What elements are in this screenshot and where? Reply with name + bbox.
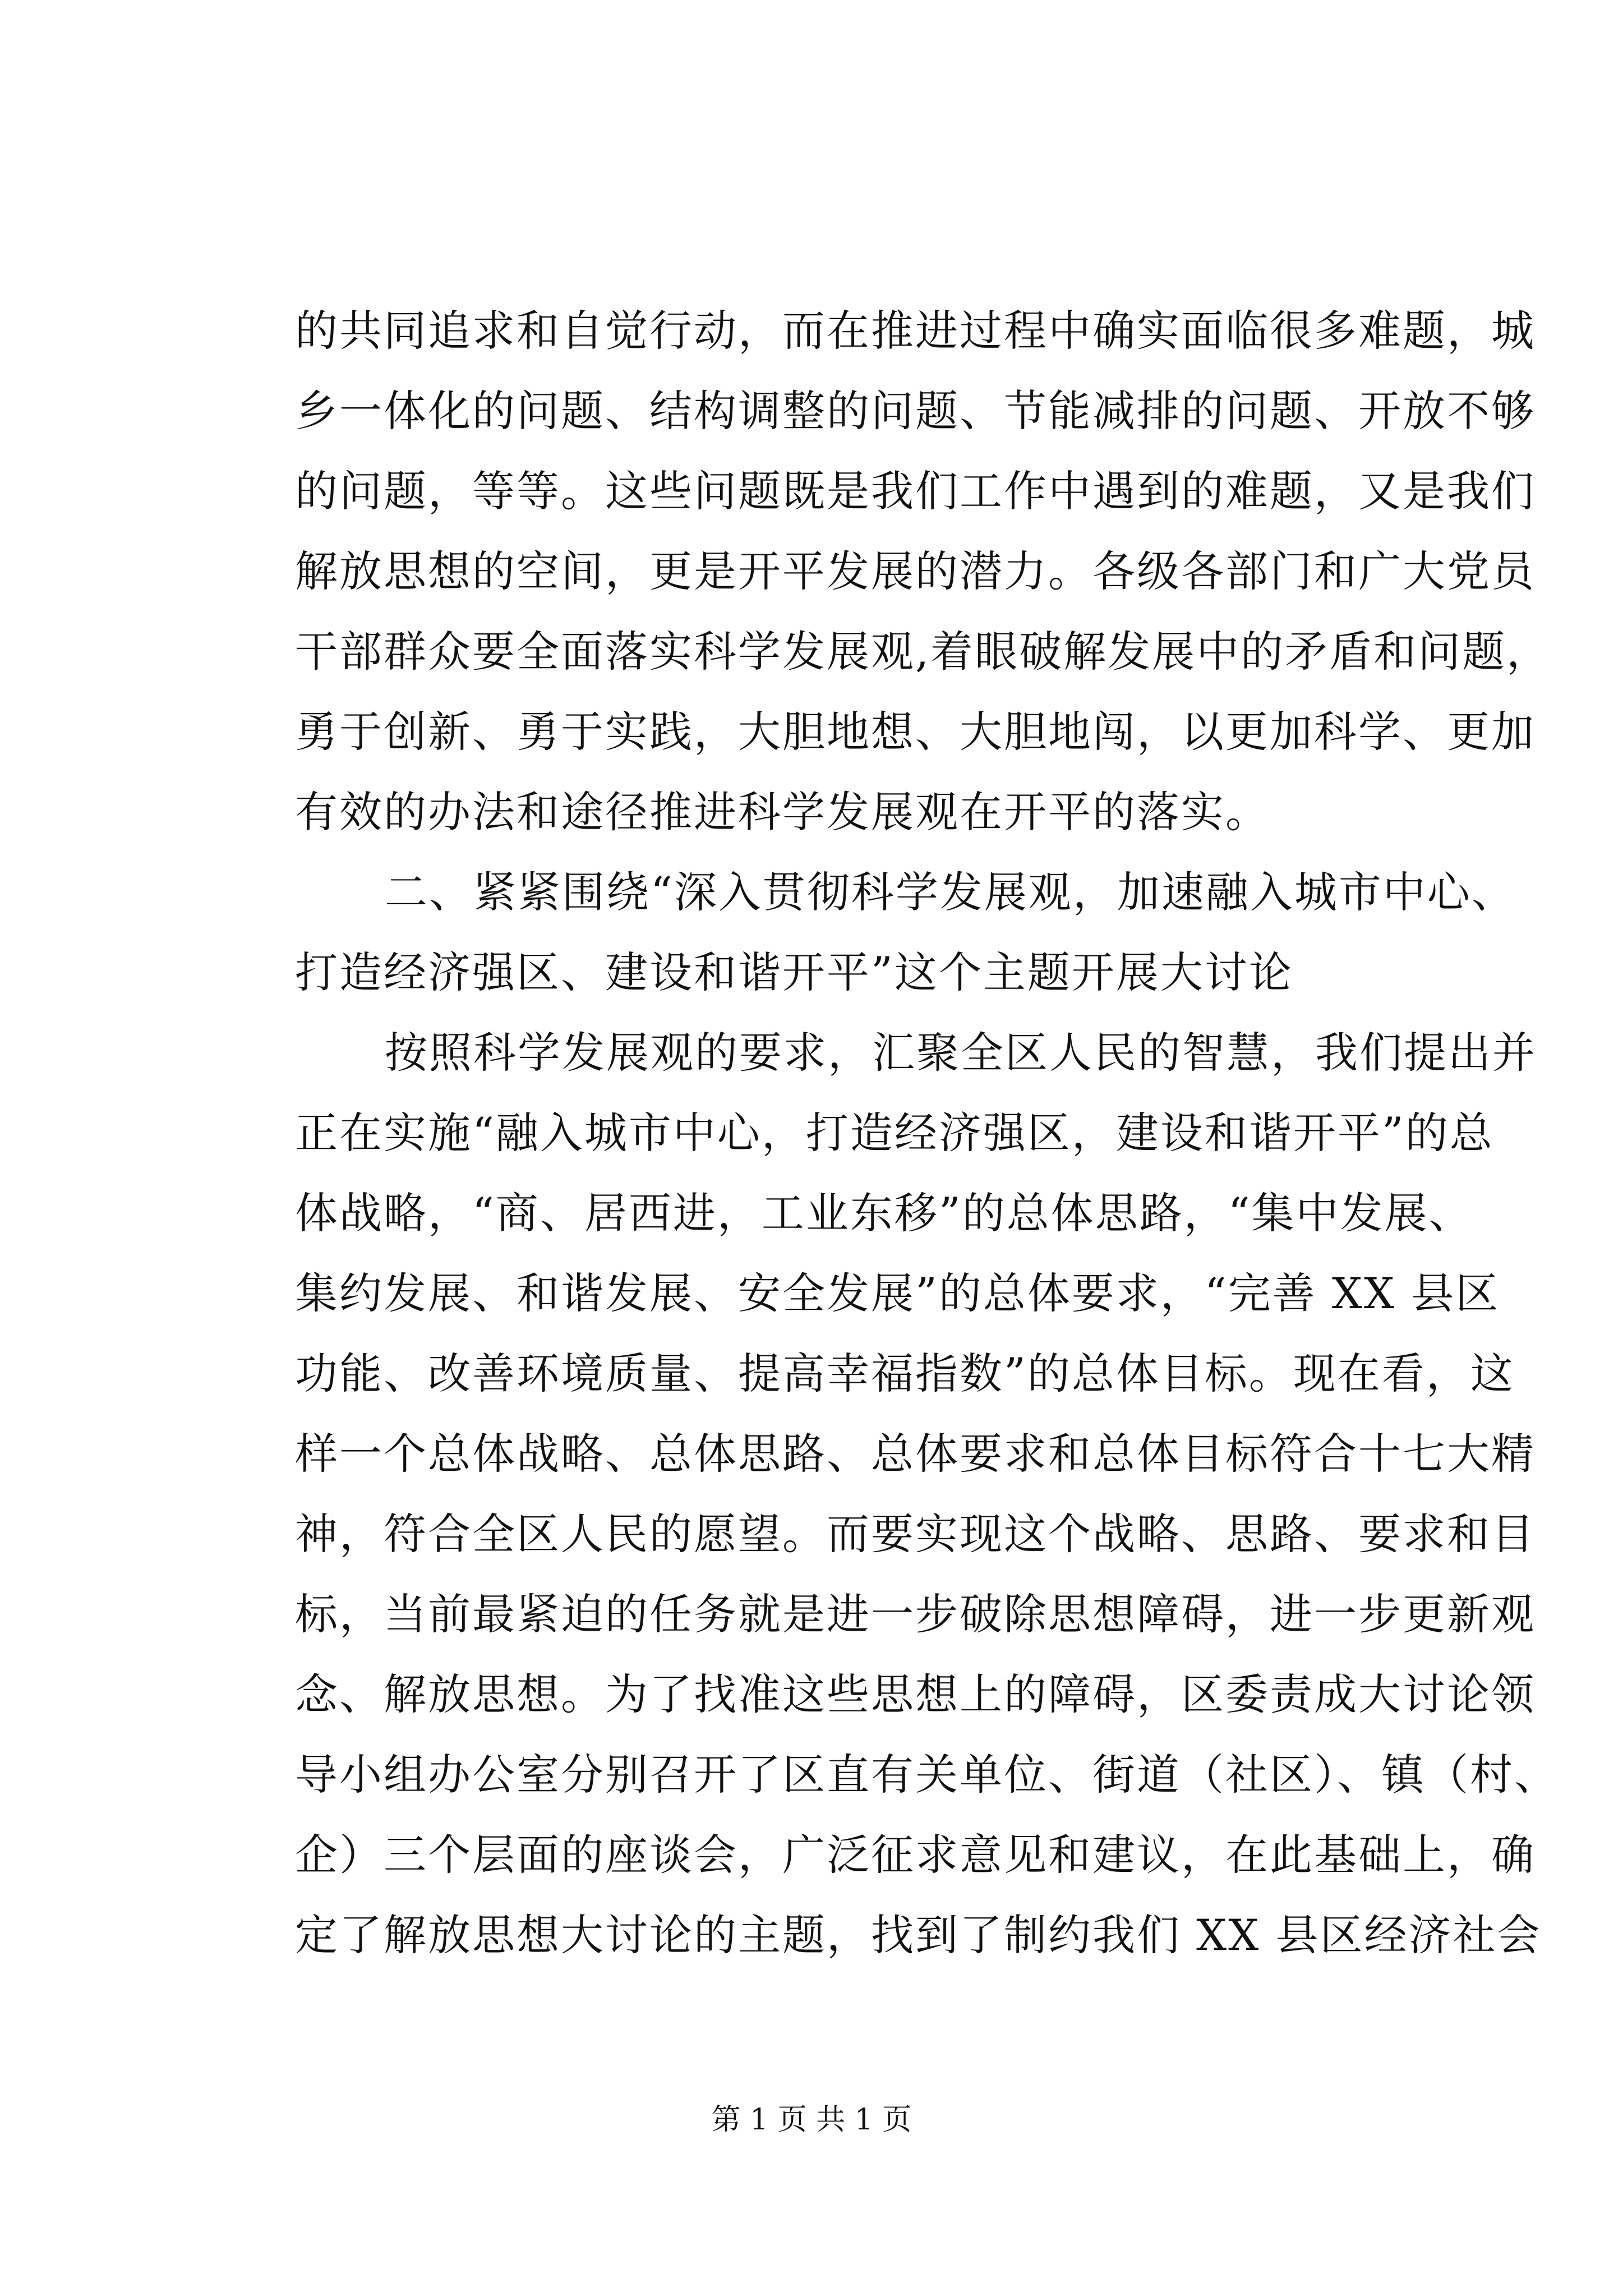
text-line: 样一个总体战略、总体思路、总体要求和总体目标符合十七大精 [295,1429,1536,1479]
page-number-footer: 第 1 页 共 1 页 [711,2103,912,2137]
text-line: 的共同追求和自觉行动，而在推进过程中确实面临很多难题，城 [295,306,1536,356]
text-line: 干部群众要全面落实科学发展观,着眼破解发展中的矛盾和问题， [295,627,1551,677]
text-line: 正在实施“融入城市中心，打造经济强区，建设和谐开平”的总 [295,1108,1494,1158]
text-line: 按照科学发展观的要求，汇聚全区人民的智慧，我们提出并 [385,1028,1537,1078]
text-line: 导小组办公室分别召开了区直有关单位、街道（社区）、镇（村、 [295,1750,1559,1800]
text-line: 解放思想的空间，更是开平发展的潜力。各级各部门和广大党员 [295,546,1536,596]
text-line: 念、解放思想。为了找准这些思想上的障碍，区委责成大讨论领 [295,1669,1536,1719]
text-line: 定了解放思想大讨论的主题，找到了制约我们 XX 县区经济社会 [295,1910,1542,1960]
text-line: 的问题，等等。这些问题既是我们工作中遇到的难题，又是我们 [295,466,1536,516]
text-line: 体战略，“商、居西进，工业东移”的总体思路，“集中发展、 [295,1188,1473,1238]
text-line: 集约发展、和谐发展、安全发展”的总体要求，“完善 XX 县区 [295,1268,1500,1318]
text-line: 企）三个层面的座谈会，广泛征求意见和建议，在此基础上，确 [295,1830,1536,1880]
text-line: 有效的办法和途径推进科学发展观在开平的落实。 [295,787,1270,837]
text-line: 勇于创新、勇于实践，大胆地想、大胆地闯，以更加科学、更加 [295,707,1536,757]
section-heading-line: 打造经济强区、建设和谐开平”这个主题开展大讨论 [295,947,1293,997]
section-heading-line: 二、紧紧围绕“深入贯彻科学发展观，加速融入城市中心、 [385,867,1516,917]
text-line: 标，当前最紧迫的任务就是进一步破除思想障碍，进一步更新观 [295,1589,1536,1639]
text-line: 功能、改善环境质量、提高幸福指数”的总体目标。现在看，这 [295,1349,1515,1398]
text-line: 乡一体化的问题、结构调整的问题、节能减排的问题、开放不够 [295,386,1536,436]
text-line: 神，符合全区人民的愿望。而要实现这个战略、思路、要求和目 [295,1509,1536,1559]
